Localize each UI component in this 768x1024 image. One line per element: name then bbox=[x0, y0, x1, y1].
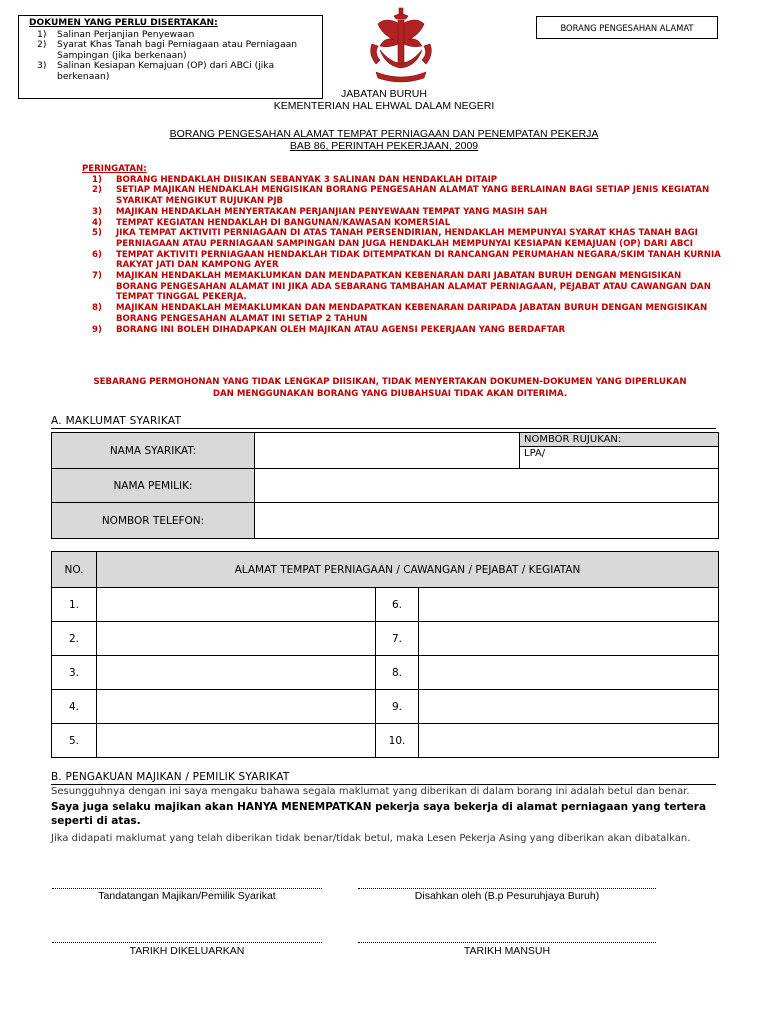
table-row: 2. 7. bbox=[52, 622, 719, 656]
address-field[interactable] bbox=[97, 690, 376, 724]
expiry-date-line[interactable] bbox=[358, 942, 656, 943]
required-documents-box bbox=[18, 15, 323, 99]
list-item: 3) MAJIKAN HENDAKLAH MENYERTAKAN PERJANJIAN PENYEWAAN TEMPAT YANG MASIH SAH bbox=[92, 206, 548, 217]
list-item: 2) Syarat Khas Tanah bagi Perniagaan atau Perniagaan Sampingan (jika berkenaan) bbox=[37, 39, 298, 61]
phone-label: NOMBOR TELEFON: bbox=[52, 503, 255, 539]
required-documents-list bbox=[23, 30, 318, 83]
list-item: 6) TEMPAT AKTIVITI PERNIAGAAN HENDAKLAH TIDAK DITEMPATKAN DI RANCANGAN PERUMAHAN NEGARA/SKIM TANAH KURNIA RAKYAT JATI DAN KAMPONG AYER bbox=[92, 249, 721, 271]
section-a-title: A. MAKLUMAT SYARIKAT bbox=[51, 414, 716, 429]
company-name-field[interactable] bbox=[255, 433, 520, 469]
approval-signature-label: Disahkan oleh (B.p Pesuruhjaya Buruh) bbox=[414, 890, 600, 902]
form-label-box: BORANG PENGESAHAN ALAMAT bbox=[536, 16, 718, 39]
address-field[interactable] bbox=[97, 622, 376, 656]
list-item: 9) BORANG INI BOLEH DIHADAPKAN OLEH MAJIKAN ATAU AGENSI PEKERJAAN YANG BERDAFTAR bbox=[92, 324, 566, 335]
declaration-text-1: Sesungguhnya dengan ini saya mengaku bahawa segala maklumat yang diberikan di dalam borang ini adalah betul dan benar. bbox=[51, 786, 690, 797]
reference-label: NOMBOR RUJUKAN: bbox=[520, 433, 718, 447]
notice-text: SEBARANG PERMOHONAN YANG TIDAK LENGKAP DIISIKAN, TIDAK MENYERTAKAN DOKUMEN-DOKUMEN YANG DIPERLUKAN DAN MENGGUNAKAN BORANG YANG DIUBAHSUAI TIDAK AKAN DITERIMA. bbox=[93, 377, 687, 399]
list-item: 1) Salinan Perjanjian Penyewaan bbox=[37, 28, 195, 40]
reference-cell bbox=[520, 433, 719, 469]
list-item: 7) MAJIKAN HENDAKLAH MEMAKLUMKAN DAN MENDAPATKAN KEBENARAN DARI JABATAN BURUH DENGAN MENGISIKAN BORANG PENGESAHAN ALAMAT INI JIKA ADA SEBARANG TAMBAHAN ALAMAT PERNIAGAAN, PEJABAT ATAU CAWANGAN DAN TEMPAT TINGGAL PEKERJA. bbox=[92, 271, 711, 303]
ministry-name: KEMENTERIAN HAL EHWAL DALAM NEGERI bbox=[273, 100, 495, 112]
address-table bbox=[51, 551, 719, 758]
department-name: JABATAN BURUH bbox=[341, 88, 427, 100]
list-item: 8) MAJIKAN HENDAKLAH MEMAKLUMKAN DAN MENDAPATKAN KEBENARAN DARIPADA JABATAN BURUH DENGAN MENGISIKAN BORANG PENGESAHAN ALAMAT INI SETIAP 2 TAHUN bbox=[92, 303, 708, 324]
reference-field[interactable]: LPA/ bbox=[524, 448, 546, 459]
owner-name-label: NAMA PEMILIK: bbox=[52, 469, 255, 503]
address-field[interactable] bbox=[97, 588, 376, 622]
table-row: 3. 8. bbox=[52, 656, 719, 690]
list-item: 5) JIKA TEMPAT AKTIVITI PERNIAGAAN DI ATAS TANAH PERSENDIRIAN, HENDAKLAH MEMPUNYAI SYARAT KHAS TANAH BAGI PERNIAGAAN ATAU PERNIAGAAN SAMPINGAN DAN JUGA HENDAKLAH MEMPUNYAI KESIAPAN KEMAJUAN (OP) DARI ABCI bbox=[92, 228, 698, 249]
issue-date-line[interactable] bbox=[52, 942, 322, 943]
employer-signature-label: Tandatangan Majikan/Pemilik Syarikat bbox=[98, 890, 276, 902]
declaration-text-2: Saya juga selaku majikan akan HANYA MENEMPATKAN pekerja saya bekerja di alamat perniagaan yang tertera seperti di atas. bbox=[51, 801, 707, 827]
address-field[interactable] bbox=[97, 656, 376, 690]
list-item: 3) Salinan Kesiapan Kemajuan (OP) dari ABCi (jika berkenaan) bbox=[37, 60, 275, 82]
employer-signature-line[interactable] bbox=[52, 888, 322, 889]
phone-field[interactable] bbox=[255, 503, 719, 539]
no-header: NO. bbox=[52, 552, 97, 588]
address-field[interactable] bbox=[419, 622, 719, 656]
approval-signature-line[interactable] bbox=[358, 888, 656, 889]
declaration-text-3: Jika didapati maklumat yang telah diberikan tidak benar/tidak betul, maka Lesen Pekerja Asing yang diberikan akan dibatalkan. bbox=[51, 833, 691, 844]
owner-name-field[interactable] bbox=[255, 469, 719, 503]
list-item: 2) SETIAP MAJIKAN HENDAKLAH MENGISIKAN BORANG PENGESAHAN ALAMAT YANG BERLAINAN BAGI SETIAP JENIS KEGIATAN SYARIKAT MENGIKUT RUJUKAN PJB bbox=[92, 185, 710, 207]
brunei-crest-icon bbox=[356, 6, 446, 86]
warnings-title: PERINGATAN: bbox=[82, 164, 147, 174]
address-field[interactable] bbox=[97, 724, 376, 758]
list-item: 1) BORANG HENDAKLAH DIISIKAN SEBANYAK 3 SALINAN DAN HENDAKLAH DITAIP bbox=[92, 174, 498, 185]
section-b-title: B. PENGAKUAN MAJIKAN / PEMILIK SYARIKAT bbox=[51, 770, 716, 785]
expiry-date-label: TARIKH MANSUH bbox=[463, 945, 551, 957]
table-row: 4. 9. bbox=[52, 690, 719, 724]
warnings-list bbox=[82, 175, 722, 336]
company-name-label: NAMA SYARIKAT: bbox=[52, 433, 255, 469]
form-title: BORANG PENGESAHAN ALAMAT TEMPAT PERNIAGAAN DAN PENEMPATAN PEKERJA bbox=[169, 128, 599, 140]
warnings-block bbox=[82, 164, 722, 335]
required-documents-title: DOKUMEN YANG PERLU DISERTAKAN: bbox=[29, 18, 218, 28]
list-item: 4) TEMPAT KEGIATAN HENDAKLAH DI BANGUNAN/KAWASAN KOMERSIAL bbox=[92, 217, 451, 228]
table-row: 1. 6. bbox=[52, 588, 719, 622]
form-subtitle: BAB 86, PERINTAH PEKERJAAN, 2009 bbox=[289, 140, 479, 152]
address-field[interactable] bbox=[419, 656, 719, 690]
address-field[interactable] bbox=[419, 690, 719, 724]
table-row: 5. 10. bbox=[52, 724, 719, 758]
issue-date-label: TARIKH DIKELUARKAN bbox=[129, 945, 245, 957]
address-field[interactable] bbox=[419, 588, 719, 622]
address-header: ALAMAT TEMPAT PERNIAGAAN / CAWANGAN / PEJABAT / KEGIATAN bbox=[97, 552, 719, 588]
address-field[interactable] bbox=[419, 724, 719, 758]
company-info-table bbox=[51, 432, 719, 539]
